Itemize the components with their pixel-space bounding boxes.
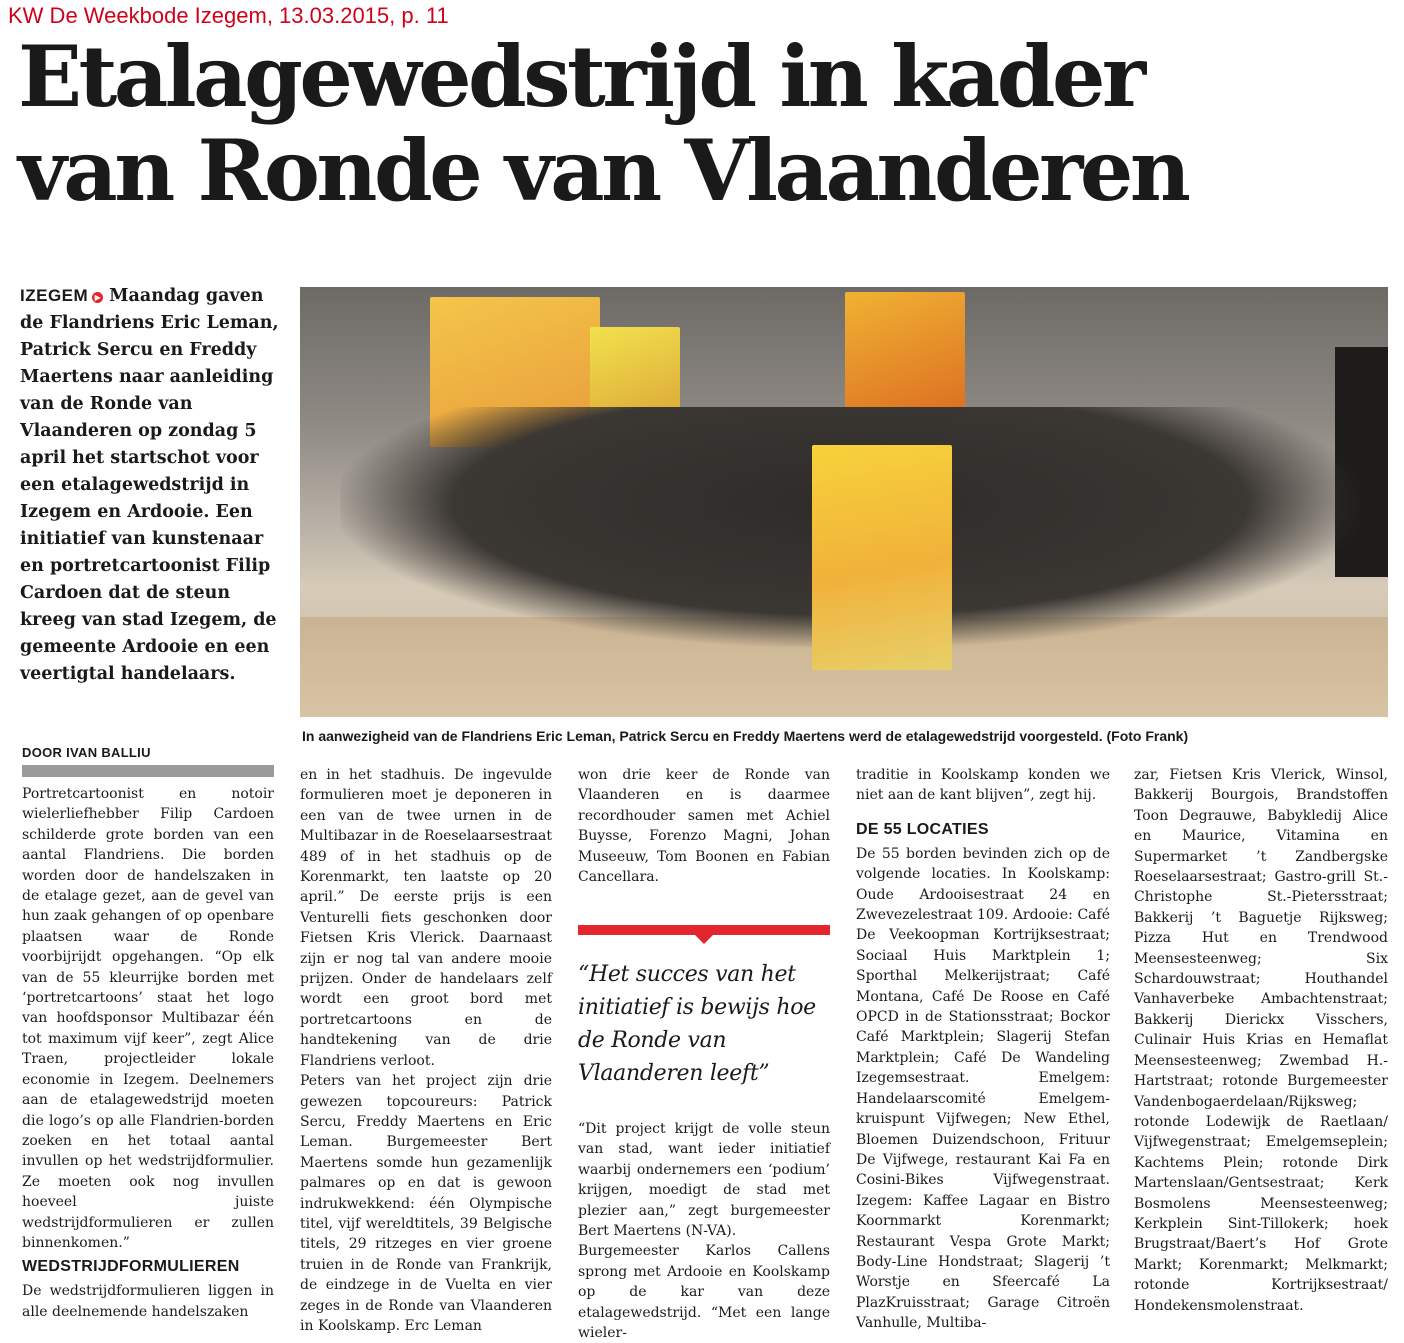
poster-flandriens-cartoon: [812, 445, 952, 670]
quote-divider-notch: [695, 935, 713, 944]
lead-text: Maandag gaven de Flandriens Eric Leman, Patrick Sercu en Freddy Maertens naar aanleiding van de Ronde van Vlaanderen op zondag 5 april het startschot voor een etalagewedstrijd in Izegem en Ardooie. Een initiatief van kunstenaar en portretcartoonist Filip Cardoen dat de steun kreeg van stad Izegem, de gemeente Ardooie en een veertigtal handelaars.: [20, 286, 279, 684]
body-column-2: [300, 765, 552, 1336]
byline-divider: [22, 765, 274, 777]
body-paragraph: en in het stadhuis. De ingevulde formulieren moet je deponeren in een van de twee urnen in de Multibazar in de Roeselaarsestraat 489 of in het stadhuis op de Korenmarkt, ten laatste op 20 april.” De eerste prijs is een Venturelli fiets geschonken door Fietsen Kris Vlerick. Daarnaast zijn er nog tal van andere mooie prijzen. Onder de handelaars zelf wordt een groot bord met portretcartoons en de handtekening van de drie Flandriens verloot.: [300, 767, 552, 1069]
body-paragraph: zar, Fietsen Kris Vlerick, Winsol, Bakkerij Bourgois, Brandstoffen Toon Degrauwe, Babykledij Alice en Maurice, Vitamina en Supermarket ’t Zandbergske Roeselaarsestraat; Gastro-grill St.-Christophe St.-Pietersstraat; Bakkerij ’t Baguetje Rijksweg; Pizza Hut en Trendwood Meensesteenweg; Six Schardouwstraat; Houthandel Vanhaverbeke Ambachtenstraat; Bakkerij Dierickx Visschers, Culinair Huis Krias en Hemaflat Meensesteenweg; Zwembad H.-Hartstraat; rotonde Burgemeester Vandenbogaerdelaan/Rijksweg; rotonde Lodewijk de Raetlaan/ Vijfwegenstraat; Emelgemseplein; Kachtems Plein; rotonde Dirk Martenslaan/Gentsestraat; Kerk Bosmolens Meensesteenweg; Kerkplein Sint-Tillokerk; hoek Brugstraat/Baert’s Hof Grote Markt; Korenmarkt; Melkmarkt; rotonde Kortrijksestraat/ Hondekensmolenstraat.: [1134, 767, 1388, 1314]
body-column-1: [22, 784, 274, 1322]
photo-caption: In aanwezigheid van de Flandriens Eric Leman, Patrick Sercu en Freddy Maertens werd de etalagewedstrijd voorgesteld. (Foto Frank): [302, 728, 1189, 744]
body-paragraph: “Dit project krijgt de volle steun van stad, want ieder initiatief waarbij ondernemers een ‘podium’ krijgen, moedigt de stad met plezier aan,” zegt burgemeester Bert Maertens (N-VA).: [578, 1121, 830, 1240]
body-column-3: [578, 765, 830, 887]
body-paragraph: Peters van het project zijn drie gewezen topcoureurs: Patrick Sercu, Freddy Maertens en Eric Leman. Burgemeester Bert Maertens somde hun gezamenlijk palmares op en dat is gewoon indrukwekkend: één Olympische titel, vijf wereldtitels, 39 Belgische titels, 29 ritzeges en vier groene truien in de Ronde van Frankrijk, de eindzege in de Vuelta en vier zeges in de Ronde van Vlaanderen in Koolskamp. Erc Leman: [300, 1073, 552, 1334]
dateline-arrow-icon: ▶: [92, 292, 103, 303]
body-column-3-continued: [578, 1119, 830, 1343]
body-column-5: [1134, 765, 1388, 1316]
dateline-place: IZEGEM: [20, 286, 89, 305]
body-paragraph: De wedstrijdformulieren liggen in alle deelnemende handelszaken: [22, 1283, 274, 1320]
article-photo: [300, 287, 1388, 717]
lead-paragraph: [20, 282, 280, 688]
subheading-de-55-locaties: DE 55 LOCATIES: [856, 820, 989, 838]
source-citation: KW De Weekbode Izegem, 13.03.2015, p. 11: [8, 3, 449, 28]
body-paragraph: Portretcartoonist en notoir wielerliefhebber Filip Cardoen schilderde grote borden van een aantal Flandriens. Die borden worden door de handelszaken in de etalage gezet, aan de gevel van hun zaak gehangen of op openbare plaatsen waar de Ronde voorbijrijdt opgehangen. “Op elk van de 55 kleurrijke borden met ‘portretcartoons’ staat het logo van hoofdsponsor Multibazar één tot maximum vijf keer”, zegt Alice Traen, projectleider lokale economie in Izegem. Deelnemers aan de etalagewedstrijd moeten die logo’s op alle Flandrien-borden zoeken en het totaal aantal invullen op het wedstrijdformulier. Ze moeten ook nog invullen hoeveel juiste wedstrijdformulieren er zullen binnenkomen.”: [22, 786, 274, 1251]
headline-line-2: van Ronde van Vlaanderen: [18, 121, 1188, 220]
subheading-wedstrijdformulieren: WEDSTRIJDFORMULIEREN: [22, 1258, 240, 1276]
body-column-4: [856, 765, 1110, 1334]
pull-quote: “Het succes van het initiatief is bewijs hoe de Ronde van Vlaanderen leeft”: [578, 962, 816, 1086]
body-paragraph: traditie in Koolskamp konden we niet aan de kant blijven”, zegt hij.: [856, 767, 1110, 804]
body-paragraph: Burgemeester Karlos Callens sprong met Ardooie en Koolskamp op de kar van deze etalagewedstrijd. “Met een lange wieler-: [578, 1243, 830, 1342]
body-paragraph: De 55 borden bevinden zich op de volgende locaties. In Koolskamp: Oude Ardooisestraat 24 en Zwevezelestraat 109. Ardooie: Café De Veekoopman Kortrijksestraat; Sociaal Huis Marktplein 1; Sporthal Melkerijstraat; Café Montana, Café De Roose en Café OPCD in de Stationsstraat; Bockor Café Marktplein; Slagerij Stefan Marktplein; Café De Wandeling Izegemsestraat. Emelgem: Handelaarscomité Emelgem-kruispunt Vijfwegen; New Ethel, Bloemen Duizendschoon, Frituur De Vijfwege, restaurant Kai Fa en Cosini-Bikes Vijfwegenstraat. Izegem: Kaffee Lagaar en Bistro Koornmarkt Korenmarkt; Restaurant Vespa Grote Markt; Body-Line Hondstraat; Slagerij ’t Worstje en Sfeercafé La PlazKruisstraat; Garage Citroën Vanhulle, Multiba-: [856, 845, 1110, 1332]
body-paragraph: won drie keer de Ronde van Vlaanderen en is daarmee recordhouder samen met Achiel Buysse, Forenzo Magni, Johan Museeuw, Tom Boonen en Fabian Cancellara.: [578, 767, 830, 886]
headline: [18, 27, 1398, 220]
headline-line-1: Etalagewedstrijd in kader: [18, 27, 1143, 126]
byline: DOOR IVAN BALLIU: [22, 745, 151, 760]
quote-divider: [578, 925, 830, 935]
